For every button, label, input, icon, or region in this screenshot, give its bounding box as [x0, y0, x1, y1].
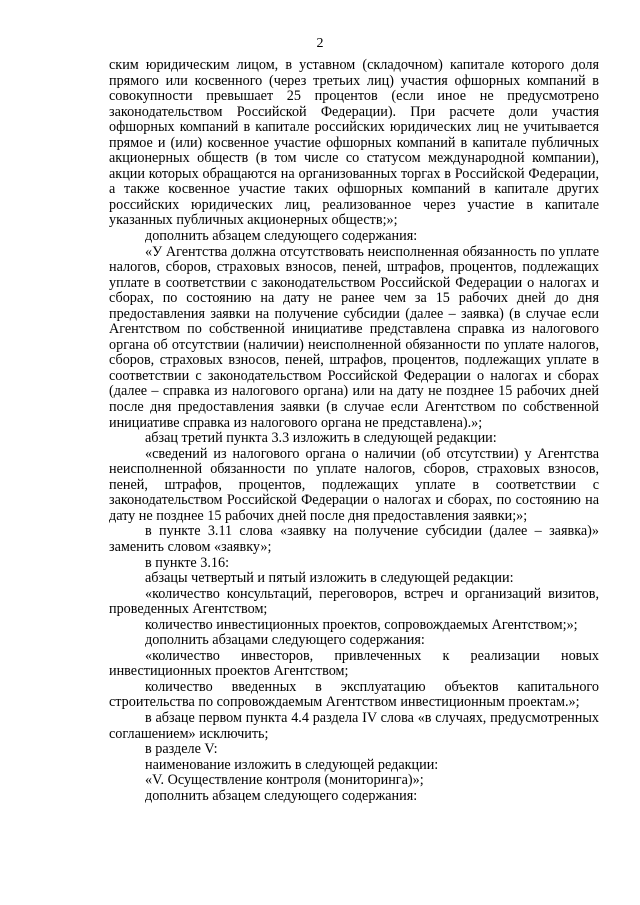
paragraph-15: в разделе V: — [145, 741, 218, 758]
paragraph-18: дополнить абзацем следующего содержания: — [145, 787, 418, 804]
paragraph-14: в абзаце первом пункта 4.4 раздела IV слова «в случаях, предусмотренных соглашением» исключить; — [109, 709, 599, 742]
document-body — [109, 58, 599, 804]
paragraph-13: количество введенных в эксплуатацию объектов капитального строительства по сопровождаемым Агентством инвестиционным проектам.»; — [109, 678, 599, 711]
paragraph-2: дополнить абзацем следующего содержания: — [145, 228, 418, 245]
paragraph-3: «У Агентства должна отсутствовать неисполненная обязанность по уплате налогов, сборов, страховых взносов, пеней, штрафов, процентов, подлежащих уплате в соответствии с законодательством Российской Федерации о налогах и сборах, по состоянию на дату не ранее чем за 15 рабочих дней до дня предоставления заявки на получение субсидии (далее – заявка) (в случае если Агентством по собственной инициативе представлена справка из налогового органа об отсутствии (наличии) неисполненной обязанности по уплате налогов, сборов, страховых взносов, пеней, штрафов, процентов, подлежащих уплате в соответствии с законодательством Российской Федерации о налогах и сборах (далее – справка из налогового органа) или на дату не позднее 15 рабочих дней после дня предоставления заявки (в случае если Агентством по собственной инициативе справка из налогового органа не представлена).»; — [109, 243, 599, 431]
paragraph-9: «количество консультаций, переговоров, встреч и организаций визитов, проведенных Агентством; — [109, 585, 599, 618]
paragraph-10: количество инвестиционных проектов, сопровождаемых Агентством;»; — [145, 616, 578, 633]
paragraph-5: «сведений из налогового органа о наличии (об отсутствии) у Агентства неисполненной обязанности по уплате налогов, сборов, страховых взносов, пеней, штрафов, процентов, подлежащих уплате в соответствии с законодательством Российской Федерации о налогах и сборах, по состоянию на дату не позднее 15 рабочих дней после дня предоставления заявки;»; — [109, 445, 599, 524]
paragraph-12: «количество инвесторов, привлеченных к реализации новых инвестиционных проектов Агентством; — [109, 647, 599, 680]
paragraph-4: абзац третий пункта 3.3 изложить в следующей редакции: — [145, 430, 497, 447]
paragraph-8: абзацы четвертый и пятый изложить в следующей редакции: — [145, 570, 514, 587]
paragraph-7: в пункте 3.16: — [145, 554, 230, 571]
paragraph-17: «V. Осуществление контроля (мониторинга)»; — [145, 772, 424, 789]
paragraph-16: наименование изложить в следующей редакции: — [145, 756, 439, 773]
paragraph-6: в пункте 3.11 слова «заявку на получение субсидии (далее – заявка)» заменить словом «заявку»; — [109, 523, 599, 555]
paragraph-1: ским юридическим лицом, в уставном (складочном) капитале которого доля прямого или косвенного (через третьих лиц) участия офшорных компаний в совокупности превышает 25 процентов (если иное не предусмотрено законодательством Российской Федерации). При расчете доли участия офшорных компаний в капитале российских юридических лиц не учитывается прямое и (или) косвенное участие офшорных компаний в капитале публичных акционерных обществ (в том числе со статусом международной компании), акции которых обращаются на организованных торгах в Российской Федерации, а также косвенное участие таких офшорных компаний в капитале других российских юридических лиц, реализованное через участие в капитале указанных публичных акционерных обществ;»; — [109, 57, 599, 229]
paragraph-11: дополнить абзацами следующего содержания: — [145, 632, 425, 649]
page-number: 2 — [316, 36, 324, 51]
